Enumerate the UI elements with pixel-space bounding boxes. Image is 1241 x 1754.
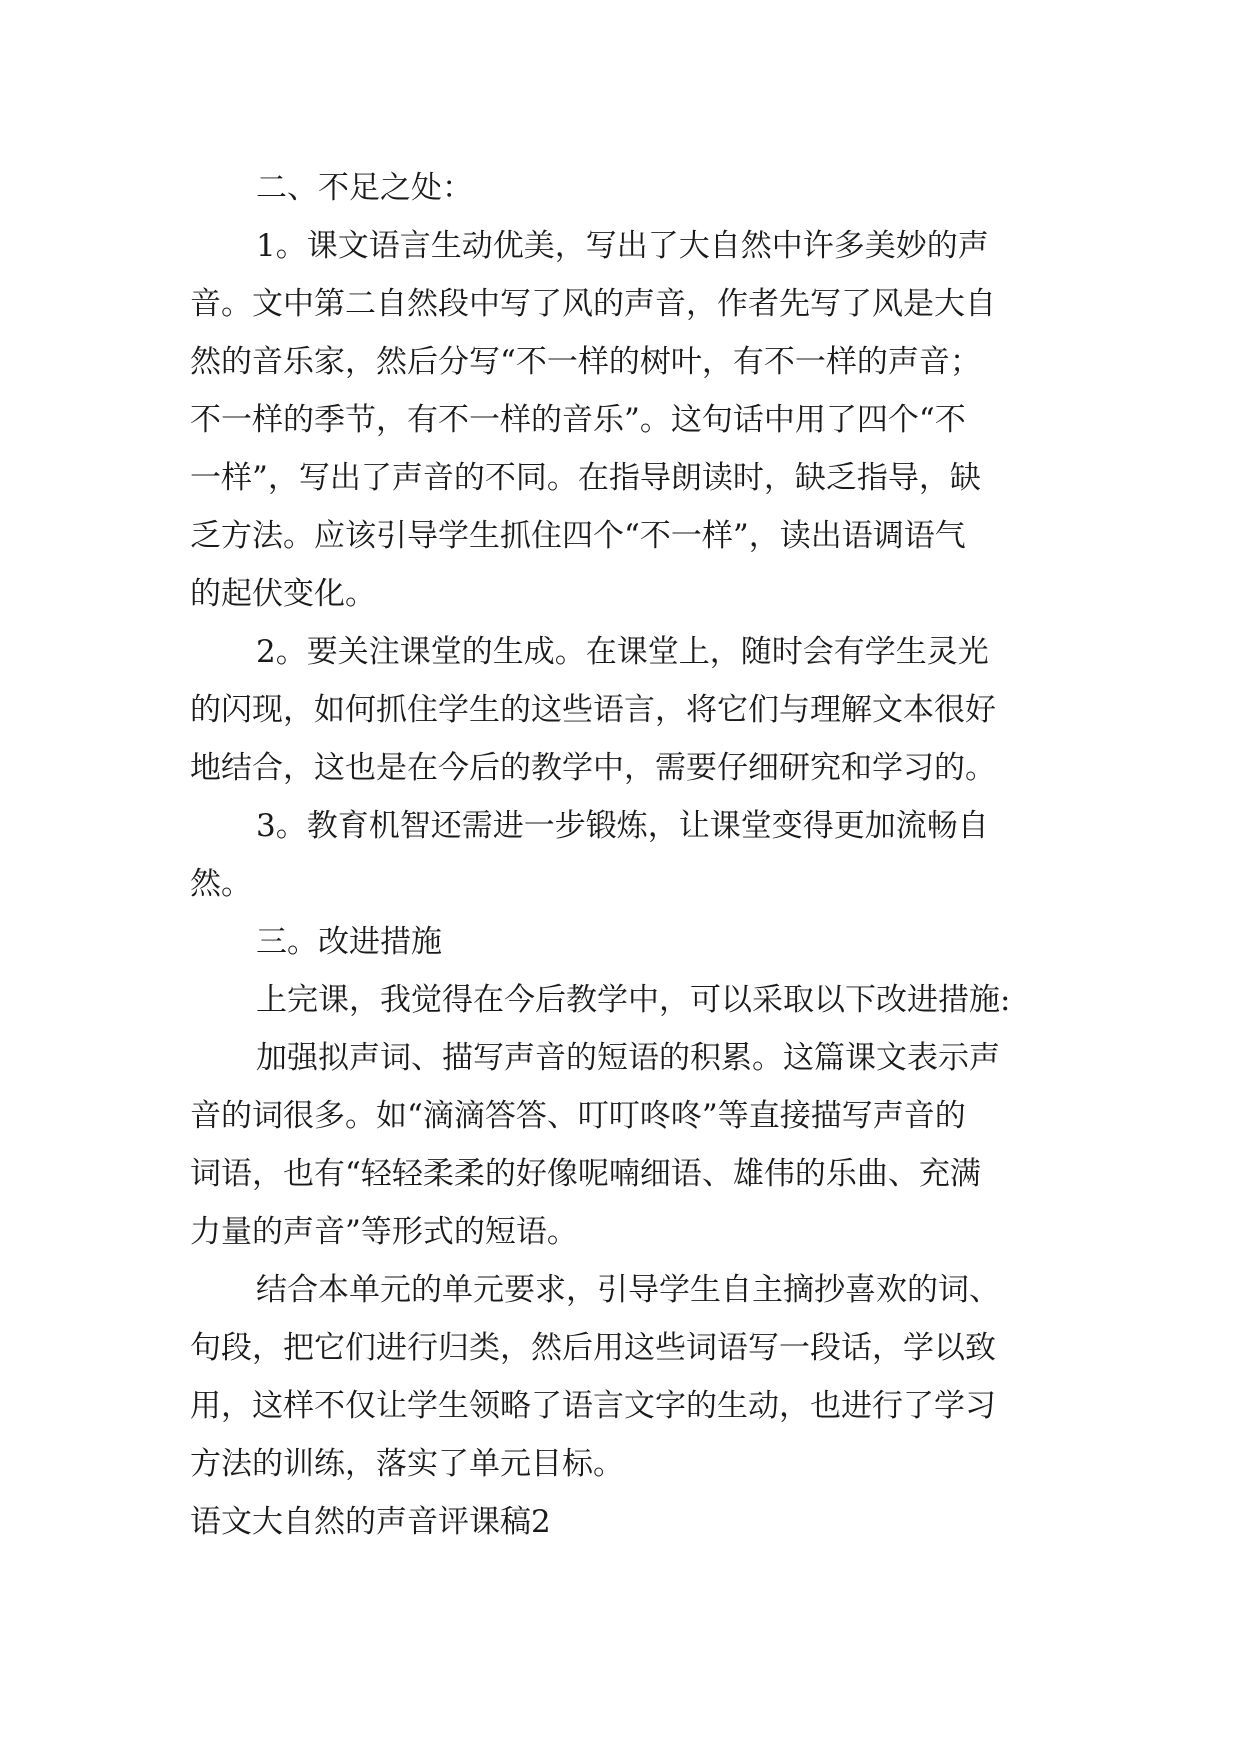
paragraph-line: 乏方法。应该引导学生抓住四个“不一样”，读出语调语气 xyxy=(190,518,966,554)
section-heading-improvements: 三。改进措施 xyxy=(256,924,442,960)
paragraph-line: 1。课文语言生动优美，写出了大自然中许多美妙的声 xyxy=(256,228,989,264)
paragraph-line: 3。教育机智还需进一步锻炼，让课堂变得更加流畅自 xyxy=(256,808,989,844)
paragraph-line: 方法的训练，落实了单元目标。 xyxy=(190,1446,624,1482)
paragraph-line: 加强拟声词、描写声音的短语的积累。这篇课文表示声 xyxy=(256,1040,1000,1076)
paragraph-line: 力量的声音”等形式的短语。 xyxy=(190,1214,578,1250)
paragraph-line: 结合本单元的单元要求，引导学生自主摘抄喜欢的词、 xyxy=(256,1272,1000,1308)
paragraph-line: 地结合，这也是在今后的教学中，需要仔细研究和学习的。 xyxy=(190,750,996,786)
paragraph-line: 的闪现，如何抓住学生的这些语言，将它们与理解文本很好 xyxy=(190,692,996,728)
paragraph-line: 然。 xyxy=(190,866,252,902)
paragraph-line: 音。文中第二自然段中写了风的声音，作者先写了风是大自 xyxy=(190,286,996,322)
paragraph-line: 的起伏变化。 xyxy=(190,576,376,612)
next-document-title: 语文大自然的声音评课稿2 xyxy=(190,1504,551,1540)
paragraph-line: 音的词很多。如“滴滴答答、叮叮咚咚”等直接描写声音的 xyxy=(190,1098,966,1134)
section-heading-shortcomings: 二、不足之处： xyxy=(256,170,473,206)
paragraph-line: 用，这样不仅让学生领略了语言文字的生动，也进行了学习 xyxy=(190,1388,996,1424)
paragraph-line: 2。要关注课堂的生成。在课堂上，随时会有学生灵光 xyxy=(256,634,989,670)
paragraph-line: 词语，也有“轻轻柔柔的好像呢喃细语、雄伟的乐曲、充满 xyxy=(190,1156,981,1192)
paragraph-line: 一样”，写出了声音的不同。在指导朗读时，缺乏指导，缺 xyxy=(190,460,981,496)
paragraph-line: 然的音乐家，然后分写“不一样的树叶，有不一样的声音； xyxy=(190,344,981,380)
paragraph-line: 不一样的季节，有不一样的音乐”。这句话中用了四个“不 xyxy=(190,402,966,438)
paragraph-line: 上完课，我觉得在今后教学中，可以采取以下改进措施: xyxy=(256,982,1011,1018)
paragraph-line: 句段，把它们进行归类，然后用这些词语写一段话，学以致 xyxy=(190,1330,996,1366)
